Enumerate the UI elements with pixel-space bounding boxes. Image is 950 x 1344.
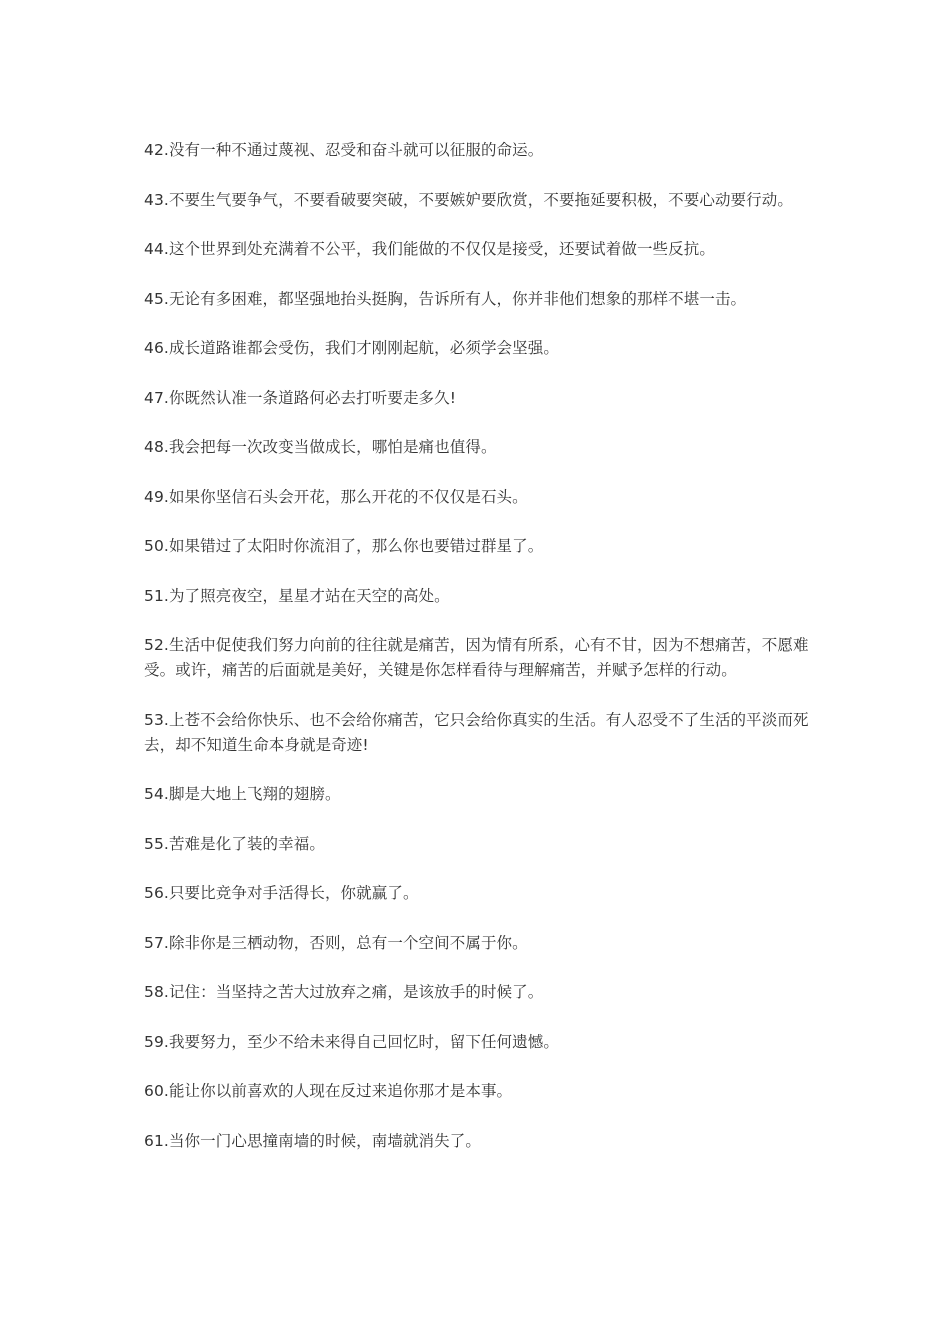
quote-53: 53.上苍不会给你快乐、也不会给你痛苦，它只会给你真实的生活。有人忍受不了生活的平淡而死去，却不知道生命本身就是奇迹! [144,710,809,754]
quote-44: 44.这个世界到处充满着不公平，我们能做的不仅仅是接受，还要试着做一些反抗。 [144,240,715,258]
quote-46: 46.成长道路谁都会受伤，我们才刚刚起航，必须学会坚强。 [144,339,559,357]
quote-47: 47.你既然认准一条道路何必去打听要走多久! [144,388,457,407]
quote-list [144,138,810,1178]
quote-43: 43.不要生气要争气，不要看破要突破，不要嫉妒要欣赏，不要拖延要积极，不要心动要行动。 [144,190,793,209]
quote-58: 58.记住：当坚持之苦大过放弃之痛，是该放手的时候了。 [144,983,544,1001]
quote-55: 55.苦难是化了装的幸福。 [144,834,325,853]
quote-60: 60.能让你以前喜欢的人现在反过来追你那才是本事。 [144,1082,513,1100]
quote-49: 49.如果你坚信石头会开花，那么开花的不仅仅是石头。 [144,487,528,506]
quote-51: 51.为了照亮夜空，星星才站在天空的高处。 [144,586,450,605]
quote-57: 57.除非你是三栖动物，否则，总有一个空间不属于你。 [144,933,528,952]
quote-52: 52.生活中促使我们努力向前的往往就是痛苦，因为情有所系，心有不甘，因为不想痛苦，不愿难受。或许，痛苦的后面就是美好，关键是你怎样看待与理解痛苦，并赋予怎样的行动。 [144,636,809,679]
quote-50: 50.如果错过了太阳时你流泪了，那么你也要错过群星了。 [144,537,544,555]
quote-61: 61.当你一门心思撞南墙的时候，南墙就消失了。 [144,1131,481,1150]
quote-48: 48.我会把每一次改变当做成长，哪怕是痛也值得。 [144,438,497,456]
quote-59: 59.我要努力，至少不给未来得自己回忆时，留下任何遗憾。 [144,1032,559,1051]
quote-56: 56.只要比竞争对手活得长，你就赢了。 [144,884,419,902]
quote-42: 42.没有一种不通过蔑视、忍受和奋斗就可以征服的命运。 [144,141,544,159]
quote-45: 45.无论有多困难，都坚强地抬头挺胸，告诉所有人，你并非他们想象的那样不堪一击。 [144,289,747,308]
quote-54: 54.脚是大地上飞翔的翅膀。 [144,785,341,803]
